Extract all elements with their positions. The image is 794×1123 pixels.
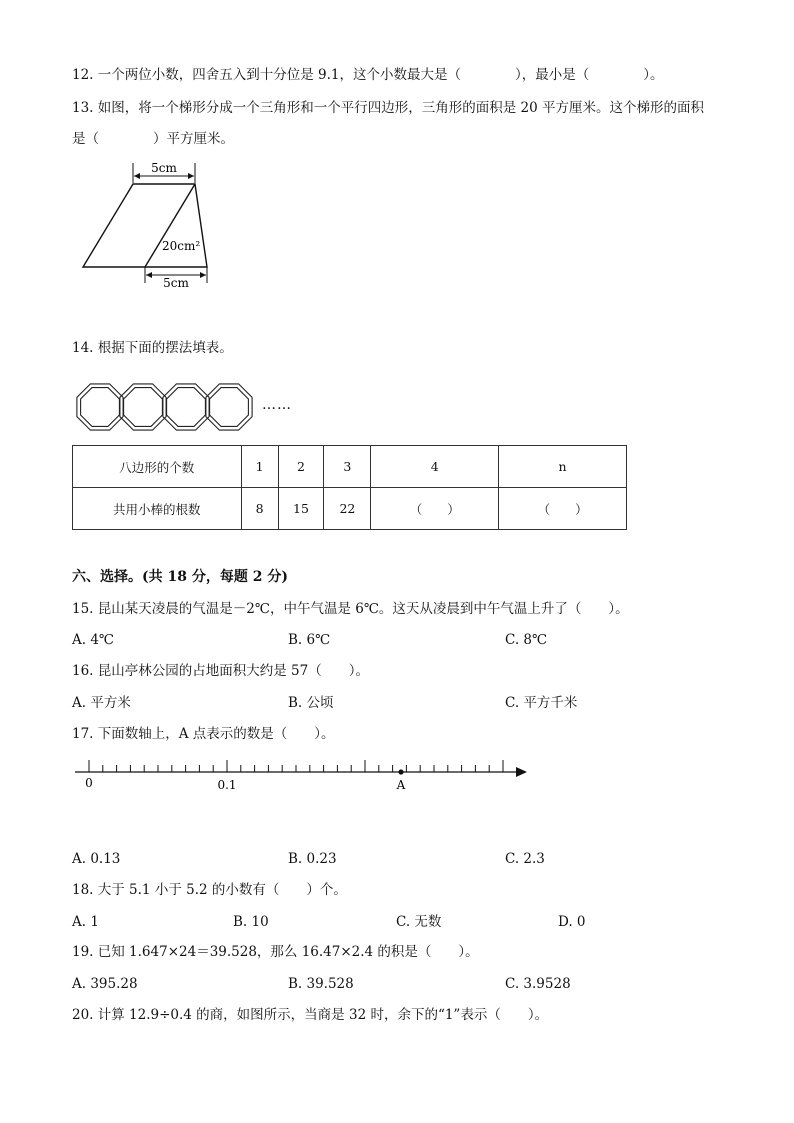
- table-cell: 22: [324, 488, 371, 530]
- question-16: 16. 昆山亭林公园的占地面积大约是 57（ ）。: [72, 663, 369, 679]
- bottom-length-label: 5cm: [163, 276, 189, 290]
- octagon-table: [72, 445, 627, 530]
- table-cell: n: [499, 446, 627, 488]
- option-d[interactable]: D. 0: [558, 914, 586, 930]
- option-a[interactable]: A. 平方米: [72, 695, 131, 711]
- table-row: [73, 488, 627, 530]
- question-19: 19. 已知 1.647×24＝39.528，那么 16.47×2.4 的积是（ ）。: [72, 944, 479, 960]
- option-a[interactable]: A. 1: [72, 914, 99, 930]
- table-row: [73, 446, 627, 488]
- option-a[interactable]: A. 395.28: [72, 976, 138, 992]
- triangle-area-label: 20cm²: [162, 239, 201, 253]
- octagon-shape: [206, 384, 252, 430]
- question-13-line-2: 是（ ）平方厘米。: [72, 131, 234, 147]
- question-13-line-1: 13. 如图，将一个梯形分成一个三角形和一个平行四边形，三角形的面积是 20 平方厘米。这个梯形的面积: [72, 100, 705, 116]
- top-length-label: 5cm: [151, 161, 177, 175]
- question-12: 12. 一个两位小数，四舍五入到十分位是 9.1，这个小数最大是（ ），最小是（ ）。: [72, 67, 664, 83]
- octagon-shape: [163, 384, 209, 430]
- option-a[interactable]: A. 4℃: [72, 632, 115, 648]
- option-c[interactable]: C. 平方千米: [505, 695, 578, 711]
- question-20: 20. 计算 12.9÷0.4 的商，如图所示，当商是 32 时，余下的“1”表示（ ）。: [72, 1007, 549, 1023]
- option-c[interactable]: C. 无数: [396, 914, 442, 930]
- octagon-shape: [167, 388, 206, 427]
- octagon-shape: [81, 388, 120, 427]
- option-b[interactable]: B. 0.23: [288, 851, 337, 867]
- table-row-header: 共用小棒的根数: [73, 488, 242, 530]
- option-c[interactable]: C. 3.9528: [505, 976, 571, 992]
- axis-label-zero: 0: [85, 776, 93, 790]
- table-cell: 8: [241, 488, 278, 530]
- option-b[interactable]: B. 公顷: [288, 695, 334, 711]
- option-a[interactable]: A. 0.13: [72, 851, 121, 867]
- question-17: 17. 下面数轴上，A 点表示的数是（ ）。: [72, 726, 335, 742]
- octagon-shape: [210, 388, 249, 427]
- option-b[interactable]: B. 39.528: [288, 976, 354, 992]
- question-15: 15. 昆山某天凌晨的气温是－2℃，中午气温是 6℃。这天从凌晨到中午气温上升了（ ）。: [72, 601, 629, 617]
- option-c[interactable]: C. 2.3: [505, 851, 545, 867]
- octagon-shape: [120, 384, 166, 430]
- answer-blank[interactable]: （ ）: [371, 488, 499, 530]
- table-cell: 1: [241, 446, 278, 488]
- question-14: 14. 根据下面的摆法填表。: [72, 340, 233, 356]
- octagon-shape: [124, 388, 163, 427]
- number-line-figure: [72, 755, 532, 795]
- table-cell: 3: [324, 446, 371, 488]
- option-c[interactable]: C. 8℃: [505, 632, 548, 648]
- octagon-shape: [77, 384, 123, 430]
- table-cell: 15: [278, 488, 324, 530]
- table-row-header: 八边形的个数: [73, 446, 242, 488]
- point-a-label: A: [396, 778, 406, 792]
- continuation-ellipsis: ……: [262, 397, 292, 413]
- option-b[interactable]: B. 10: [233, 914, 269, 930]
- axis-label-tenth: 0.1: [217, 778, 237, 792]
- trapezoid-figure: [70, 155, 230, 295]
- table-cell: 4: [371, 446, 499, 488]
- question-18: 18. 大于 5.1 小于 5.2 的小数有（ ）个。: [72, 882, 347, 898]
- answer-blank[interactable]: （ ）: [499, 488, 627, 530]
- table-cell: 2: [278, 446, 324, 488]
- section-6-title: 六、选择。(共 18 分，每题 2 分): [72, 569, 288, 585]
- option-b[interactable]: B. 6℃: [288, 632, 331, 648]
